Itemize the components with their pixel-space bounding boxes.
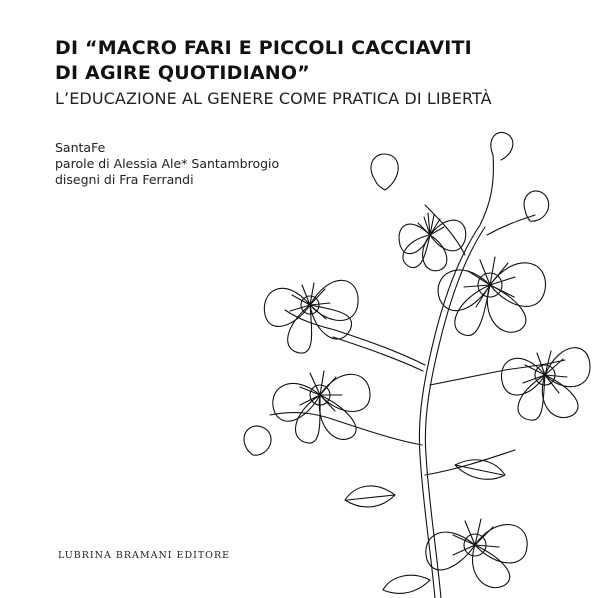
credit-words: parole di Alessia Ale* Santambrogio (55, 156, 280, 171)
cover-title-line-2: DI AGIRE QUOTIDIANO” (55, 62, 310, 84)
credit-collective: SantaFe (55, 140, 106, 155)
cover-title-line-1: DI “MACRO FARI E PICCOLI CACCIAVITI (55, 37, 472, 59)
bud-right (524, 191, 549, 221)
flower-right-mid (501, 348, 590, 421)
flower-top (399, 213, 466, 271)
bud-top-stem (491, 132, 513, 160)
main-stem (419, 155, 493, 598)
branch-left-lower (270, 413, 422, 445)
bud-left (244, 426, 271, 455)
credit-drawings: disegni di Fra Ferrandi (55, 172, 194, 187)
cover-title (55, 36, 585, 86)
leaf-2 (455, 460, 505, 480)
cover-subtitle: L’EDUCAZIONE AL GENERE COME PRATICA DI LIBERTÀ (55, 89, 492, 108)
leaf-1 (345, 486, 395, 507)
bud-top (371, 154, 398, 190)
leaf-3 (383, 575, 430, 593)
flower-right-upper (438, 257, 545, 336)
publisher-name: LUBRINA BRAMANI EDITORE (58, 550, 231, 561)
branch-left-upper (285, 310, 425, 365)
botanical-drawing (225, 125, 600, 598)
flower-bottom (426, 519, 527, 588)
flower-left-lower (273, 371, 370, 443)
flower-left (264, 280, 358, 353)
